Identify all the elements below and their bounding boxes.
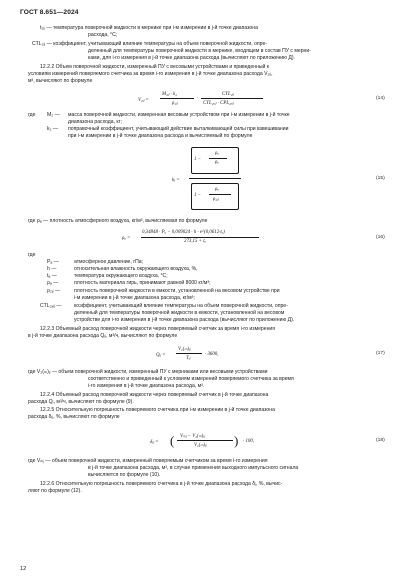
- fraction-bar: [209, 194, 231, 195]
- definition-line: где Vₙᵢⱼ — объем поверочной жидкости, измеренный поверяемым счетчиком за время i-го измерения: [28, 458, 268, 464]
- formula-14-denominator-b: CTL₂ₓᵢⱼ · CPL₂ₓᵢⱼ: [203, 101, 234, 106]
- paragraph-line: 12.2.5 Относительную погрешность поверяемого счетчика при i-м измерении в j-й точке диапазона: [40, 407, 275, 413]
- fraction-bar: [209, 158, 227, 159]
- symbol: tₐ —: [47, 273, 57, 279]
- where-label: где: [28, 252, 36, 258]
- formula-15-inner-bottom: ρₐ: [215, 160, 219, 165]
- definition-line: t₂ᵢⱼ — температура поверочной жидкости в мернике при i-м измерении в j-й точке диапазона: [40, 25, 258, 31]
- symbol: h —: [47, 266, 57, 272]
- formula-15-number: (15): [376, 176, 385, 181]
- definition-line: плотность поверочной жидкости в емкости, установленной на весовом устройстве при: [74, 288, 280, 294]
- formula-15-lhs: kⱼ =: [172, 178, 180, 183]
- formula-16-number: (16): [376, 235, 385, 240]
- formula-18-number: (18): [376, 438, 385, 443]
- definition-line: расхода, °С;: [88, 32, 118, 38]
- definition-line: i-го измерения в j-й точке диапазона расхода, м³.: [88, 383, 205, 389]
- definition-line: плотность материала гирь, принимают равной 8000 кг/м³;: [74, 280, 211, 286]
- formula-16-denominator: 273,15 + tₐ: [184, 239, 206, 244]
- symbol: CTL₂ₓᵢⱼ —: [40, 303, 62, 309]
- formula-17-number: (17): [376, 351, 385, 356]
- fraction-bar: [176, 353, 202, 354]
- definition-line: деленный для температуры поверочной жидкости в мернике, входящем в состав ПУ с мерни-: [88, 48, 311, 54]
- definition-line: температура окружающего воздуха, °С;: [74, 273, 168, 279]
- symbol: k₂ —: [47, 126, 59, 132]
- definition-line: CTL₂ᵢⱼ — коэффициент, учитывающий влияние температуры на объем поверочной жидкости, опре-: [32, 41, 268, 47]
- formula-15-denominator: 1 −: [194, 193, 201, 198]
- paragraph-line: расхода δᵢⱼ, %, вычисляют по формуле: [28, 414, 120, 420]
- symbol: ρₐ —: [47, 280, 59, 286]
- formula-14-numerator-b: CTL₂ᵢⱼ: [222, 92, 235, 97]
- formula-17-numerator: V₂(ₘ)ᵢⱼ: [178, 347, 191, 352]
- paragraph-line: условиям измерений поверяемого счетчика за время i-го измерения в j-й точке диапазона расхода V₂ᵢⱼ,: [28, 71, 273, 77]
- document-header: ГОСТ 8.651—2024: [20, 9, 79, 16]
- definition-line: устройстве для i-го измерения в j-й точке диапазона расхода (вычисляют по приложению Д).: [74, 317, 295, 323]
- formula-14-denominator-a: ρ₂ᵢⱼ: [172, 101, 178, 106]
- definition-line: деленный для температуры поверочной жидкости в емкости, установленной на весовом: [74, 310, 285, 316]
- paragraph-line: м³, вычисляют по формуле: [28, 78, 93, 84]
- fraction-bar: [160, 98, 194, 99]
- formula-14-dot: ·: [197, 96, 199, 101]
- definition-line: коэффициент, учитывающий влияние температуры на объем поверочной жидкости, опре-: [74, 303, 288, 309]
- definition-line: в j-й точке диапазона расхода, м³, в случае применения выходного импульсного сигнала: [88, 465, 299, 471]
- formula-15-inner-top: ρₐ: [215, 187, 219, 192]
- formula-14-number: (14): [376, 96, 385, 101]
- definition-line: соответственно и приведенный к условиям измерений поверяемого счетчика за время: [88, 376, 294, 382]
- paragraph-line: в j-й точке диапазона расхода Qᵢⱼ, м³/ч, вычисляют по формуле: [28, 333, 178, 339]
- formula-18-numerator: Vₙᵢⱼ − V₂(ₘ)ᵢⱼ: [180, 434, 205, 439]
- symbol: ρ₂ᵢⱼ —: [47, 288, 61, 294]
- fraction-bar: [189, 178, 241, 179]
- paragraph-line: 12.2.6 Относительную погрешность поверяемого счетчика в j-й точке диапазона расхода δⱼ, %, вычис-: [40, 481, 283, 487]
- formula-16-lhs: ρₐ =: [122, 236, 131, 241]
- definition-line: при i-м измерении в j-й точке диапазона расхода и вычисляемый по формуле: [68, 133, 253, 139]
- definition-line: масса поверочной жидкости, измеренная весовым устройством при i-м измерении в j-й точке: [68, 112, 290, 118]
- formula-17-tail: · 3600,: [205, 352, 219, 357]
- formula-14-numerator-a: M₂ᵢⱼ · k₂: [162, 92, 177, 97]
- formula-15-inner-bottom: ρ₂ᵢⱼ: [213, 197, 219, 202]
- paragraph-line: где ρₐ — плотность атмосферного воздуха, кг/м³, вычисляемая по формуле: [28, 218, 208, 224]
- definition-line: i-м измерении в j-й точке диапазона расхода, кг/м³;: [74, 295, 195, 301]
- paragraph-line: ляют по формуле (12).: [28, 488, 82, 494]
- symbol: Pₐ —: [47, 259, 59, 265]
- where-label: где: [28, 112, 36, 118]
- definition-line: ками, для i-го измерения в j-й точке диапазона расхода (вычисляют по приложению Д).: [88, 55, 295, 61]
- fraction-bar: [177, 440, 233, 441]
- paragraph-line: 12.2.3 Объемный расход поверочной жидкости через поверяемый счетчик за время i-го измерения: [40, 326, 276, 332]
- formula-15-numerator: 1 −: [194, 157, 201, 162]
- formula-16-numerator: 0,34848 · Pₐ − 0,009024 · h · e^(0,0612·tₐ): [142, 230, 225, 235]
- formula-18-tail: · 100,: [243, 439, 255, 444]
- formula-14-lhs: V₂ᵢⱼ =: [138, 98, 149, 103]
- formula-17-lhs: Qᵢⱼ =: [156, 353, 166, 358]
- paragraph-line: расхода Qⱼ, м³/ч, вычисляют по формуле (9).: [28, 399, 134, 405]
- fraction-bar: [201, 98, 263, 99]
- formula-15-inner-top: ρₐ: [215, 151, 219, 156]
- definition-line: атмосферное давление, гПа;: [74, 259, 143, 265]
- paragraph-line: 12.2.2 Объем поверочной жидкости, измеренный ПУ с весовыми устройствами и приведенный к: [40, 64, 270, 70]
- definition-line: относительная влажность окружающего воздуха, %,: [74, 266, 198, 272]
- formula-18-denominator: V₂(ₘ)ᵢⱼ: [194, 443, 207, 448]
- fraction-bar: [141, 237, 259, 238]
- definition-line: поправочный коэффициент, учитывающий действие выталкивающей силы при взвешивании: [68, 126, 289, 132]
- formula-17-denominator: Tᵢⱼ: [186, 356, 191, 361]
- open-paren: (: [170, 433, 175, 448]
- definition-line: где V₂(ₘ)ᵢⱼ — объем поверочной жидкости, измеренный ПУ с мерниками или весовыми устройствами: [28, 369, 268, 375]
- close-paren: ): [234, 433, 239, 448]
- definition-line: вычисляется по формуле (10).: [88, 472, 161, 478]
- page-number: 12: [20, 566, 27, 572]
- symbol: M₂ —: [47, 112, 60, 118]
- definition-line: диапазона расхода, кг;: [68, 119, 122, 125]
- paragraph-line: 12.2.4 Объемный расход поверочной жидкости через поверяемый счетчик в j-й точке диапазона: [40, 392, 269, 398]
- formula-18-lhs: δᵢⱼ =: [150, 440, 159, 445]
